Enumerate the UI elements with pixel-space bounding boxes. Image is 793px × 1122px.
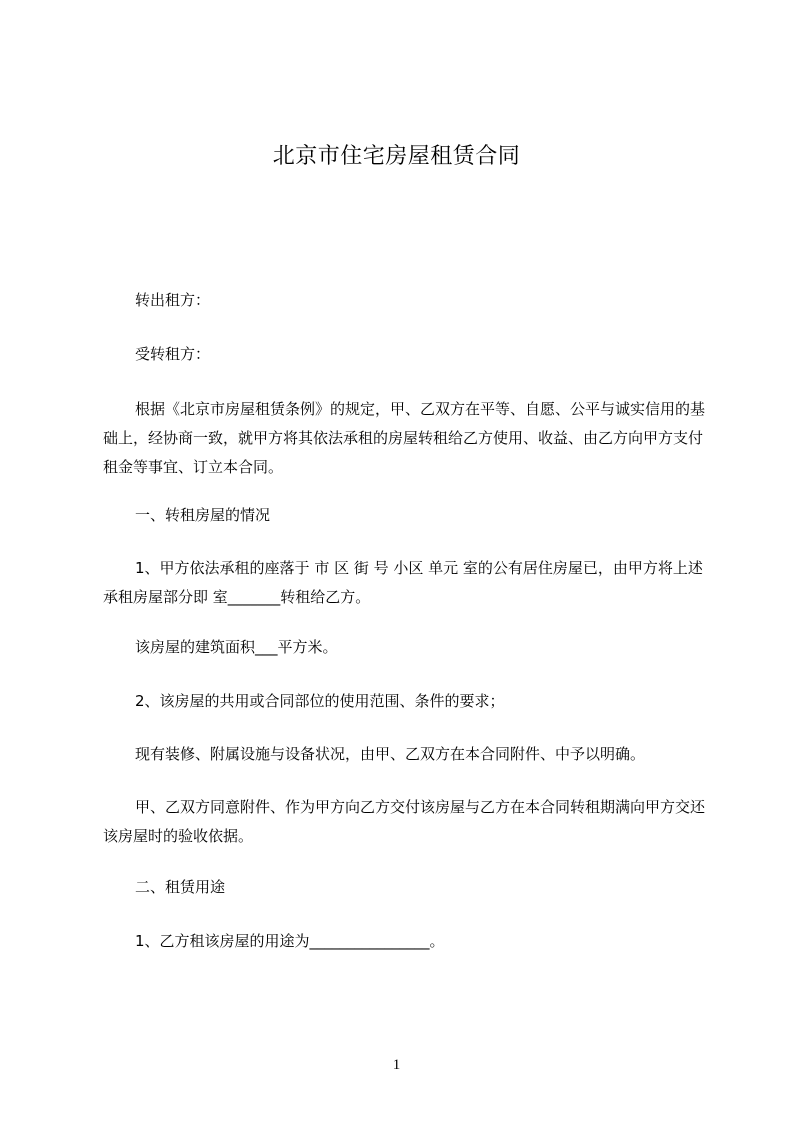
section-heading-1: 一、转租房屋的情况	[135, 506, 271, 524]
paragraph-clause-1-1: 1、甲方依法承租的座落于 市 区 街 号 小区 单元 室的公有居住房屋已，由甲方将上述承租房屋部分即 室_______转租给乙方。	[103, 559, 703, 606]
paragraph-area: 该房屋的建筑面积___平方米。	[135, 638, 338, 656]
paragraph-acceptance: 甲、乙双方同意附件、作为甲方向乙方交付该房屋与乙方在本合同转租期满向甲方交还该房屋时的验收依据。	[103, 798, 706, 845]
paragraph-fixtures: 现有装修、附属设施与设备状况，由甲、乙双方在本合同附件、中予以明确。	[135, 745, 646, 763]
document-title: 北京市住宅房屋租赁合同	[272, 144, 521, 169]
paragraph-sublessee: 受转租方：	[135, 345, 211, 363]
paragraph-preamble: 根据《北京市房屋租赁条例》的规定，甲、乙双方在平等、自愿、公平与诚实信用的基础上，经协商一致，就甲方将其依法承租的房屋转租给乙方使用、收益、由乙方向甲方支付租金等事宜、订立本合同。	[103, 400, 706, 476]
paragraph-clause-1-2: 2、该房屋的共用或合同部位的使用范围、条件的要求；	[135, 692, 505, 710]
paragraph-clause-2-1: 1、乙方租该房屋的用途为________________。	[135, 932, 445, 950]
page-number: 1	[392, 1057, 401, 1073]
paragraph-sublessor: 转出租方：	[135, 291, 211, 309]
section-heading-2: 二、租赁用途	[135, 878, 226, 896]
